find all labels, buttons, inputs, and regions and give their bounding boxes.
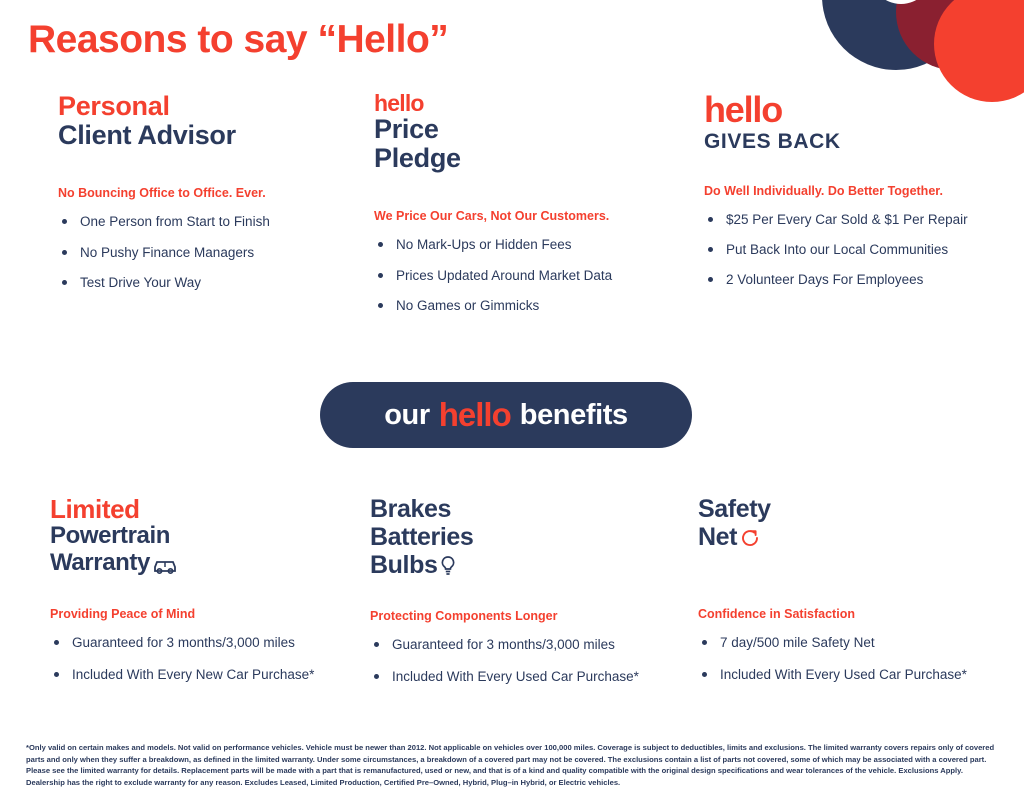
column-bullet-list [704,212,1004,289]
column-tagline: We Price Our Cars, Not Our Customers. [374,209,610,224]
red-circle-icon [934,0,1024,102]
column-heading-line2: Price [374,114,439,144]
list-item: Prices Updated Around Market Data [374,268,674,284]
list-item: One Person from Start to Finish [58,214,358,230]
column-bullet-list [374,237,674,314]
list-item: Included With Every New Car Purchase* [50,667,370,683]
column-bullet-list [698,635,1018,683]
column-heading-line1: Limited [50,494,140,524]
white-notch-icon [870,0,932,4]
list-item: Included With Every Used Car Purchase* [698,667,1018,683]
list-item: Put Back Into our Local Communities [704,242,1004,258]
page-title: Reasons to say “Hello” [28,18,449,61]
column-heading-line3 [50,550,370,581]
banner-word-benefits: benefits [519,398,628,431]
list-item: Included With Every Used Car Purchase* [370,669,690,685]
banner-word-our: our [384,398,430,431]
benefit-column-limited-powertrain-warranty [50,495,370,699]
column-tagline: Providing Peace of Mind [50,606,196,621]
benefit-column-hello-gives-back [704,89,1004,303]
column-heading-line3-text: Warranty [50,548,150,576]
column-tagline: Protecting Components Longer [370,609,558,623]
hello-wordmark: hello [374,90,424,116]
column-heading-line3 [370,551,690,583]
column-bullet-list [50,635,370,683]
dark-red-circle-icon [896,0,1012,70]
list-item: Guaranteed for 3 months/3,000 miles [370,637,690,653]
list-item: No Mark-Ups or Hidden Fees [374,237,674,253]
hello-benefits-banner [320,382,692,448]
benefit-column-personal-client-advisor [58,92,358,305]
column-heading-line1: Safety [698,495,771,523]
list-item: $25 Per Every Car Sold & $1 Per Repair [704,212,1004,228]
list-item: No Pushy Finance Managers [58,245,358,261]
column-heading-line2 [698,523,1018,555]
column-bullet-list [370,637,690,685]
car-icon [152,554,178,581]
column-heading-line2: Batteries [370,523,474,551]
banner-word-hello: hello [438,396,511,433]
column-bullet-list [58,214,358,291]
column-heading-line3-text: Bulbs [370,551,438,579]
refresh-circle-icon [739,527,761,555]
hello-wordmark: hello [704,89,783,130]
bottom-benefits-row [0,495,1024,715]
column-tagline: Confidence in Satisfaction [698,607,855,621]
column-heading-line2: GIVES BACK [704,130,841,153]
column-heading-line2: Powertrain [50,522,171,550]
list-item: No Games or Gimmicks [374,298,674,314]
benefit-column-brakes-batteries-bulbs [370,495,690,701]
column-tagline: No Bouncing Office to Office. Ever. [58,186,266,201]
list-item: Test Drive Your Way [58,275,358,291]
lightbulb-icon [439,555,457,583]
column-heading-line2-text: Net [698,523,738,551]
column-tagline: Do Well Individually. Do Better Together. [704,184,943,198]
navy-circle-icon [822,0,970,70]
list-item: Guaranteed for 3 months/3,000 miles [50,635,370,651]
footer-disclaimer: *Only valid on certain makes and models. Not valid on performance vehicles. Vehicle must be newer than 2012. Not applicable on vehicles over 100,000 miles. Coverage is subject to deductibles, limits and exclusions. The limited warranty covers repairs only of covered parts and only when they suffer a breakdown, as defined in the limited warranty. Under some circumstances, a breakdown of a covered part may not be covered. The exclusions contain a list of parts not covered, some of which may be associated with a covered part. Please see the limited warranty for details. Replacement parts will be made with a part that is remanufactured, used or new, and that is of a kind and quality compatible with the original design specifications and wear tolerances of the vehicle. Exclusions Apply. Dealership has the right to exclude warranty for any reason. Excludes Leased, Limited Production, Certified Pre–Owned, Hybrid, Plug–in Hybrid, or Electric vehicles. [26,743,995,787]
column-heading-line1: Personal [58,91,170,121]
column-heading-line2: Client Advisor [58,120,236,151]
column-heading-line1: Brakes [370,495,451,523]
list-item: 7 day/500 mile Safety Net [698,635,1018,651]
benefit-column-price-pledge [374,92,674,328]
column-heading-line3: Pledge [374,143,461,174]
benefit-column-safety-net [698,495,1018,699]
list-item: 2 Volunteer Days For Employees [704,272,1004,288]
top-benefits-row [0,89,1024,342]
